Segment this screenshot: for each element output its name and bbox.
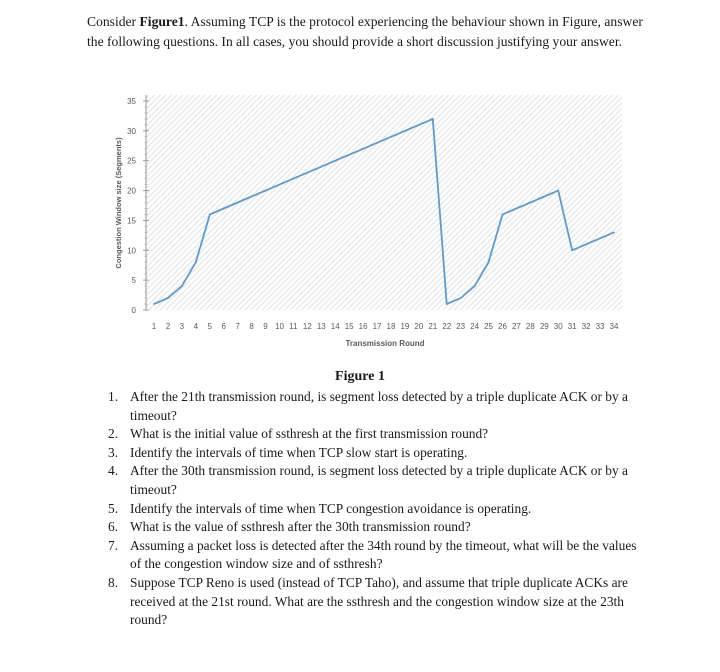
question-number: 4. [108, 463, 119, 479]
plot-area-background [146, 95, 622, 310]
intro-text-end: . Assuming TCP is the protocol experiencing the behaviour shown in Figure, answer the following questions. In all cases, you should provide a short discussion justifying your answer. [87, 14, 643, 49]
x-tick-label: 18 [386, 322, 396, 331]
data-point [460, 297, 462, 299]
question-item [108, 444, 638, 463]
x-tick-label: 27 [511, 322, 521, 331]
x-tick-label: 12 [302, 322, 312, 331]
x-tick-label: 33 [595, 322, 605, 331]
data-point [599, 237, 601, 239]
x-tick-label: 30 [553, 322, 563, 331]
x-tick-label: 34 [609, 322, 619, 331]
data-point [585, 243, 587, 245]
question-number: 3. [108, 444, 119, 460]
question-number: 2. [108, 426, 119, 442]
x-tick-label: 13 [316, 322, 326, 331]
data-point [404, 130, 406, 132]
question-number: 5. [108, 500, 119, 516]
data-point [237, 202, 239, 204]
x-tick-label: 32 [581, 322, 591, 331]
data-point [209, 214, 211, 216]
question-text: After the 30th transmission round, is segment loss detected by a triple duplicate ACK or by a timeout? [130, 463, 628, 497]
data-point [279, 184, 281, 186]
y-tick-label: 35 [127, 97, 136, 106]
data-point [167, 297, 169, 299]
question-item [108, 462, 638, 499]
data-point [557, 190, 559, 192]
y-tick-label: 30 [127, 126, 136, 136]
x-tick-label: 4 [193, 322, 199, 331]
question-list [108, 388, 638, 630]
data-point [474, 285, 476, 287]
question-text: After the 21th transmission round, is segment loss detected by a triple duplicate ACK or by a timeout? [130, 389, 628, 423]
question-number: 1. [108, 389, 119, 404]
x-tick-label: 14 [330, 322, 340, 331]
data-point [306, 172, 308, 174]
data-point [418, 124, 420, 126]
x-tick-label: 9 [263, 322, 268, 331]
question-text: Suppose TCP Reno is used (instead of TCP Taho), and assume that triple duplicate ACKs are received at the 21st round. What are the ssthresh and the congestion window size at the 23th round? [130, 574, 628, 628]
question-item [108, 425, 638, 444]
x-tick-label: 3 [179, 322, 185, 331]
y-tick-label: 5 [131, 276, 136, 286]
data-point [223, 208, 225, 210]
x-tick-label: 10 [275, 322, 284, 331]
question-number: 8. [108, 574, 119, 590]
data-point [571, 249, 573, 251]
x-tick-label: 7 [235, 322, 240, 331]
data-point [251, 196, 253, 198]
data-point [502, 214, 504, 216]
x-tick-label: 25 [484, 322, 493, 331]
data-point [181, 285, 183, 287]
x-tick-label: 16 [358, 322, 368, 331]
x-tick-label: 31 [567, 322, 577, 331]
y-tick-label: 10 [127, 246, 136, 256]
x-tick-label: 5 [207, 322, 212, 331]
y-axis [127, 95, 149, 315]
question-item [108, 500, 638, 519]
y-tick-label: 0 [131, 306, 136, 315]
data-point [292, 178, 294, 180]
x-tick-label: 29 [539, 322, 549, 331]
figure-reference: Figure1 [139, 14, 185, 29]
x-tick-label: 23 [456, 322, 466, 331]
x-tick-label: 11 [289, 322, 298, 331]
x-tick-label: 24 [470, 322, 480, 331]
data-point [362, 148, 364, 150]
x-tick-label: 15 [344, 322, 354, 331]
x-tick-label: 22 [442, 322, 452, 331]
question-item [108, 518, 638, 537]
question-item [108, 537, 638, 574]
data-point [446, 303, 448, 305]
x-tick-label: 2 [165, 322, 171, 331]
data-point [516, 208, 518, 210]
question-text: Identify the intervals of time when TCP congestion avoidance is operating. [130, 500, 532, 516]
figure-caption: Figure 1 [335, 369, 385, 384]
data-point [265, 190, 267, 192]
data-point [376, 142, 378, 144]
x-tick-label: 20 [414, 322, 424, 331]
x-axis [152, 322, 619, 331]
data-point [348, 154, 350, 156]
x-axis-label: Transmission Round [345, 339, 425, 348]
y-tick-label: 20 [127, 186, 136, 196]
x-tick-label: 6 [221, 322, 226, 331]
data-point [195, 261, 197, 263]
data-point [390, 136, 392, 138]
question-text: Identify the intervals of time when TCP slow start is operating. [130, 444, 468, 460]
x-tick-label: 17 [372, 322, 382, 331]
x-tick-label: 8 [249, 322, 254, 331]
data-point [334, 160, 336, 162]
x-tick-label: 21 [428, 322, 438, 331]
data-point [153, 303, 155, 305]
x-tick-label: 19 [400, 322, 410, 331]
question-number: 7. [108, 537, 119, 553]
y-tick-label: 25 [127, 156, 136, 166]
question-text: What is the initial value of ssthresh at the first transmission round? [130, 426, 489, 442]
data-point [320, 166, 322, 168]
question-item [108, 388, 638, 425]
question-number: 6. [108, 519, 119, 535]
question-item [108, 574, 638, 630]
y-tick-label: 15 [127, 216, 136, 226]
y-axis-label: Congestion Window size (Segments) [114, 137, 123, 269]
question-text: Assuming a packet loss is detected after the 34th round by the timeout, what will be the values of the congestion window size and of ssthresh? [130, 537, 637, 572]
data-point [529, 202, 531, 204]
intro-text-start: Consider [87, 14, 140, 29]
data-point [613, 231, 615, 233]
x-tick-label: 1 [151, 322, 157, 331]
data-point [543, 196, 545, 198]
question-text: What is the value of ssthresh after the 30th transmission round? [130, 519, 471, 535]
data-point [432, 118, 434, 120]
x-tick-label: 26 [498, 322, 507, 331]
data-point [488, 261, 490, 263]
x-tick-label: 28 [525, 322, 535, 331]
